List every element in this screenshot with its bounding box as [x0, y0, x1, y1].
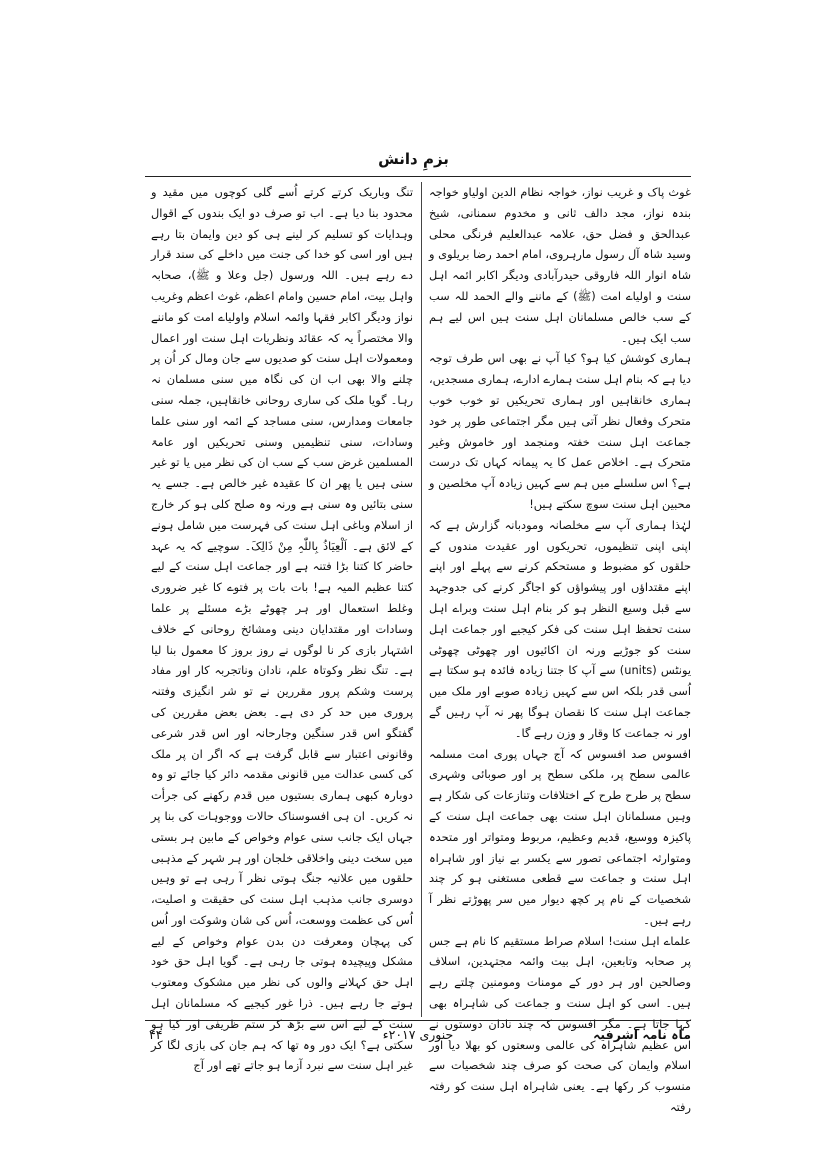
paragraph: غوث پاک و غریب نواز، خواجہ نظام الدین اولیاو خواجہ بندہ نواز، مجد دالف ثانی و مخدوم سمنانی، شیخ عبدالحق و فضل حق، علامہ عبدالعلیم فرنگی محلی وسید شاہ آل رسول مارہروی، امام احمد رضا بریلوی و شاہ انوار اللہ فاروقی حیدرآبادی ودیگر اکابر ائمہ اہل سنت و اولیاے امت (ﷺ) کے ماننے والے الحمد للہ سب کے سب خالص مسلمانان اہل سنت ہیں اس لیے ہم سب ایک ہیں۔ — [429, 185, 691, 345]
header-rule — [145, 176, 691, 177]
footer-rule — [145, 1020, 691, 1021]
footer-magazine-name: ماہ نامہ اشرفیہ — [593, 1027, 691, 1042]
paragraph: ہماری کوشش کیا ہو؟ کیا آپ نے بھی اس طرف توجہ دیا ہے کہ بنام اہل سنت ہمارے ادارے، ہماری مسجدیں، ہماری خانقاہیں اور ہماری تحریکیں تو خوب خوب متحرک وفعال نظر آتی ہیں مگر اجتماعی طور پر خود جماعت اہل سنت خفتہ ومنجمد اور خاموش وغیر متحرک ہے۔ اخلاص عمل کا یہ پیمانہ کہاں تک درست ہے؟ اس سلسلے میں ہم سے کہیں زیادہ آپ مخلصین و محبین اہل سنت سوچ سکتے ہیں! — [429, 351, 691, 511]
footer — [145, 1027, 691, 1049]
footer-page-number: ۴۴ — [149, 1027, 163, 1042]
paragraph: افسوس صد افسوس کہ آج جہاں پوری امت مسلمہ عالمی سطح پر، ملکی سطح پر اور صوبائی وشہری سطح پر طرح طرح کے اختلافات وتنازعات کی شکار ہے وہیں مسلمانان اہل سنت بھی جماعت اہل سنت کے پاکیزہ ووسیع، قدیم وعظیم، مربوط ومتواتر اور متحدہ ومتوارثہ اجتماعی تصور سے یکسر بے نیاز اور شاہراہ اہل سنت و جماعت سے قطعی مستغنی ہو کر چند شخصیات کے نام پر کچھ دیوار میں سر پھوڑتے نظر آ رہے ہیں۔ — [429, 746, 691, 927]
paragraph: لہٰذا ہماری آپ سے مخلصانہ ومودبانہ گزارش ہے کہ اپنی اپنی تنظیموں، تحریکوں اور عقیدت مندوں کے حلقوں کو مضبوط و مستحکم کرنے سے پہلے اور اپنے اپنے مقتداؤں اور پیشواؤں کو اجاگر کرنے کی جدوجہد سے قبل وسیع النظر ہو کر بنام اہل سنت وبراے اہل سنت تحفظ اہل سنت کی فکر کیجیے اور جماعت اہل سنت کو جوڑیے ورنہ ان اکائیوں اور چھوٹی چھوٹی یونٹس (units) سے آپ کا جتنا زیادہ فائدہ ہو سکتا ہے اُسی قدر بلکہ اس سے کہیں زیادہ صوبے اور ملک میں جماعت اہل سنت کا نقصان ہوگا پھر نہ آپ رہیں گے اور نہ جماعت کا وقار و وزن رہے گا۔ — [429, 517, 692, 740]
footer-issue-date: جنوری ۲۰۱۷ء — [382, 1027, 454, 1042]
column-divider — [421, 182, 422, 1017]
paragraph: علماے اہل سنت! اسلام صراط مستقیم کا نام ہے جس پر صحابہ وتابعین، اہل بیت وائمہ مجتہدین، اسلاف وصالحین اور ہر دور کے مومنات ومومنین چلتے رہے ہیں۔ اسی کو اہل سنت و جماعت کی شاہراہ بھی کہا جاتا ہے۔ مگر افسوس کہ چند نادان دوستوں نے اس عظیم شاہراہ کی عالمی وسعتوں کو بھلا دیا اور اسلام وایمان کی صحت کو صرف چند شخصیات سے منسوب کر رکھا ہے۔ یعنی شاہراہ اہل سنت کو رفتہ رفتہ — [429, 933, 691, 1115]
paragraph: تنگ وباریک کرتے کرتے اُسے گلی کوچوں میں مقید و محدود بنا دیا ہے۔ اب تو صرف دو ایک بندوں کے اقوال وہدایات کو تسلیم کر لینے ہی کو دین وایمان بتا رہے ہیں اور اسی کو خدا کی جنت میں داخلے کی سند قرار دے رہے ہیں۔ اللہ ورسول (جل وعلا و ﷺ)، صحابہ واہل بیت، امام حسین وامام اعظم، غوث اعظم وغریب نواز ودیگر اکابر فقہا وائمہ اسلام واولیاے امت کو ماننے والا مختصراً یہ کہ عقائد ونظریات اہل سنت اور اعمال ومعمولات اہل سنت کو صدیوں سے جان ومال کر اُن پر چلنے والا بھی اب ان کی نگاہ میں سنی مسلمان نہ رہا۔ گویا ملک کی ساری روحانی خانقاہیں، جملہ سنی جامعات ومدارس، سنی مساجد کے ائمہ اور سنی علما وسادات، سنی تنظیمیں وسنی تحریکیں اور عامۃ المسلمین غرض سب کے سب ان کی نظر میں یا تو غیر سنی ہیں یا پھر ان کا عقیدہ غیر خالص ہے۔ جسے یہ سنی بتائیں وہ سنی ہے ورنہ وہ صلح کلی ہو کر خارج از اسلام وباغی اہل سنت کی فہرست میں شامل ہونے کے لائق ہے۔ اَلْعِیَاذُ بِاللّٰہِ مِنْ ذَالِکَ۔ سوچیے کہ یہ عہد حاضر کا کتنا بڑا فتنہ ہے اور جماعت اہل سنت کے لیے کتنا عظیم المیہ ہے! بات بات پر فتوے کا غیر ضروری وغلط استعمال اور ہر چھوٹے بڑے مسئلے پر علما وسادات اور مقتدایان دینی ومشائخ روحانی کے خلاف اشتہار بازی کر نا لوگوں نے روز بروز کا معمول بنا لیا ہے۔ تنگ نظر وکوتاہ علم، نادان وناتجربہ کار اور مفاد پرست وشکم پرور مقررین نے تو شر انگیزی وفتنہ پروری میں حد کر دی ہے۔ بعض بعض مقررین کی گفتگو اس قدر سنگین وجارحانہ اور اس قدر شرعی وقانونی اعتبار سے قابل گرفت ہے کہ اگر ان پر ملک کی کسی عدالت میں قانونی مقدمہ دائر کیا جائے تو وہ دوبارہ کبھی ہماری بستیوں میں قدم رکھنے کی جرأت نہ کریں۔ ان ہی افسوسناک حالات ووجوہات کی بنا پر جہاں ایک جانب سنی عوام وخواص کے مابین ہر بستی میں سخت دینی واخلاقی خلجان اور ہر شہر کے مذہبی حلقوں میں علانیہ جنگ ہوتی نظر آ رہی ہے تو وہیں دوسری جانب مذہب اہل سنت کی حقیقت و اصلیت، اُس کی عظمت ووسعت، اُس کی شان وشوکت اور اُس کی پہچان ومعرفت دن بدن عوام وخواص کے لیے مشکل وپیچیدہ ہوتی جا رہی ہے۔ گویا اہل حق خود اہل حق کہلانے والوں کی نظر میں مشکوک ومعتوب ہوتے جا رہے ہیں۔ ذرا غور کیجیے کہ مسلمانان اہل سنت کے لیے اس سے بڑھ کر ستم ظریفی اور کیا ہو سکتی ہے؟ ایک دور وہ تھا کہ ہم جان کی بازی لگا کر غیر اہل سنت سے نبرد آزما ہو جاتے تھے اور آج — [151, 185, 413, 1073]
running-header-title: بزمِ دانش — [378, 150, 449, 168]
